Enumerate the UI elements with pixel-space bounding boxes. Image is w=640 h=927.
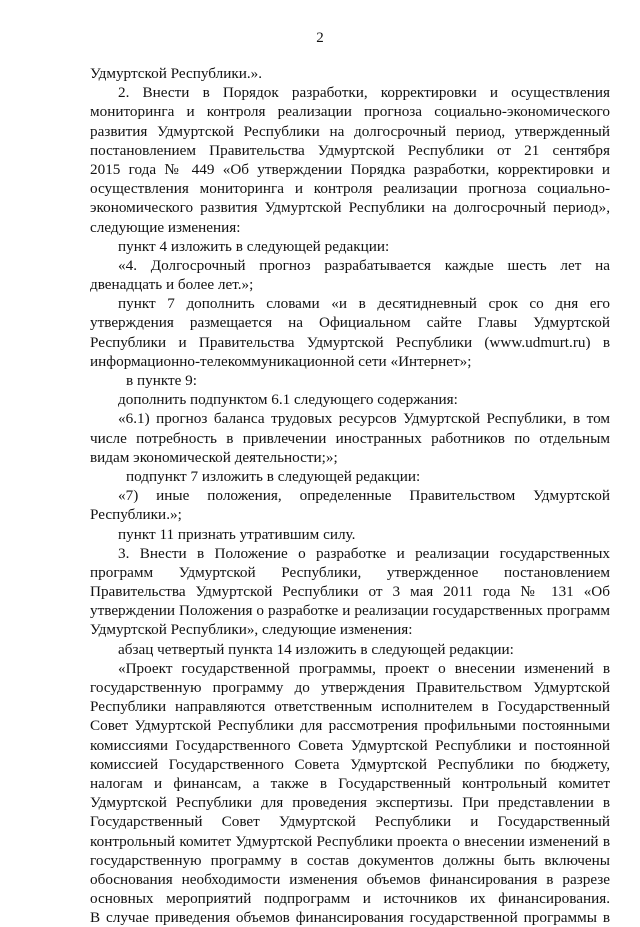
text-line: пункт 11 признать утратившим силу. [118,525,356,543]
text-line: в пункте 9: [126,372,197,389]
text-line: Республики направляются ответственным исполнителем в Государственный [90,698,610,716]
body-text [90,64,610,927]
text-line: Удмуртской Республики.». [90,65,263,82]
text-line: «4. Долгосрочный прогноз разрабатывается каждые шесть лет на [118,256,610,274]
text-line: обоснования необходимости изменения объемов финансирования в разрезе [90,870,610,888]
text-line: утверждении Положения о разработке и реализации государственных программ [90,602,610,620]
text-line: Совет Удмуртской Республики для рассмотрения профильными постоянными [90,717,610,735]
text-line: В случае приведения объемов финансирования государственной программы в [90,909,610,927]
text-line: видам экономической деятельности;»; [90,448,338,466]
text-line: Удмуртской Республики», следующие изменения: [90,621,413,639]
text-line: Республики.»; [90,506,182,524]
text-line: утверждения размещается на Официальном сайте Главы Удмуртской [90,314,610,332]
text-line: комиссиями Государственного Совета Удмуртской Республики и постоянной [90,736,610,754]
text-line: «Проект государственной программы, проект о внесении изменений в [118,659,610,677]
text-line: 2. Внести в Порядок разработки, корректировки и осуществления [118,84,610,102]
text-line: государственную программу в состав документов должны быть включены [90,851,610,869]
text-line: информационно-телекоммуникационной сети «Интернет»; [90,352,472,370]
text-line: числе потребность в привлечении иностранных работников по отдельным [90,429,610,447]
text-line: налогам и финансам, а также в Государственный контрольный комитет [90,774,610,792]
text-line: абзац четвертый пункта 14 изложить в следующей редакции: [118,640,514,658]
text-line: Республики и Правительства Удмуртской Республики (www.udmurt.ru) в [90,333,610,351]
page-number: 2 [316,30,324,46]
text-line: Государственный Совет Удмуртской Республики и Государственный [90,813,610,831]
text-line: контрольный комитет Удмуртской Республики проекта о внесении изменений в [90,832,610,850]
text-line: «7) иные положения, определенные Правительством Удмуртской [118,487,610,505]
text-line: комиссией Государственного Совета Удмуртской Республики по бюджету, [90,755,610,773]
text-line: 2015 года № 449 «Об утверждении Порядка разработки, корректировки и [90,160,610,178]
text-line: развития Удмуртской Республики на долгосрочный период, утвержденный [90,122,610,140]
text-line: Удмуртской Республики для проведения экспертизы. При представлении в [90,794,610,812]
text-line: постановлением Правительства Удмуртской Республики от 21 сентября [90,141,610,159]
text-line: следующие изменения: [90,218,241,236]
text-line: «6.1) прогноз баланса трудовых ресурсов Удмуртской Республики, в том [118,410,610,428]
text-line: пункт 7 дополнить словами «и в десятидневный срок со дня его [118,295,610,313]
text-line: подпункт 7 изложить в следующей редакции: [126,467,421,485]
text-line: Правительства Удмуртской Республики от 3 мая 2011 года № 131 «Об [90,583,610,601]
text-line: двенадцать и более лет.»; [90,276,254,294]
text-line: осуществления мониторинга и контроля реализации прогноза социально- [90,180,610,198]
text-line: пункт 4 изложить в следующей редакции: [118,237,390,255]
text-line: программ Удмуртской Республики, утвержденное постановлением [90,563,610,581]
text-line: мониторинга и контроля реализации прогноза социально-экономического [90,103,610,121]
text-line: основных мероприятий подпрограмм и источников их финансирования. [90,890,610,908]
text-line: 3. Внести в Положение о разработке и реализации государственных [118,544,610,562]
text-line: государственную программу до утверждения Правительством Удмуртской [90,679,610,696]
text-line: дополнить подпунктом 6.1 следующего содержания: [118,391,458,409]
text-line: экономического развития Удмуртской Республики на долгосрочный период», [90,199,610,217]
